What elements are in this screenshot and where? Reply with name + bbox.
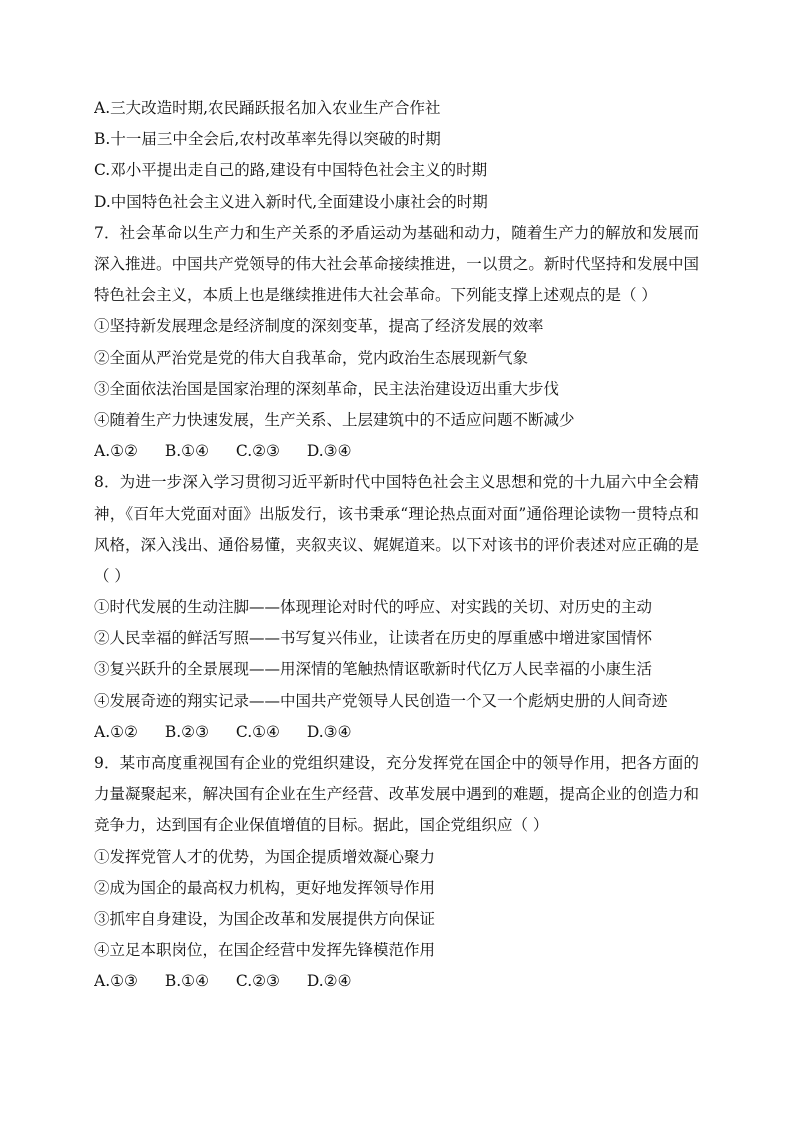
q8-choice-d: D.③④ <box>306 722 352 741</box>
q7-stem: 7．社会革命以生产力和生产关系的矛盾运动为基础和动力，随着生产力的解放和发展而深入推进。中国共产党领导的伟大社会革命接续推进，一以贯之。新时代坚持和发展中国特色社会主义，本质上也是继续推进伟大社会革命。下列能支撑上述观点的是（ ） <box>94 223 699 305</box>
q6-option-d: D.中国特色社会主义进入新时代,全面建设小康社会的时期 <box>94 192 488 211</box>
q6-option-b: B.十一届三中全会后,农村改革率先得以突破的时期 <box>94 130 441 149</box>
q9-choices <box>94 966 699 997</box>
q7-choice-c: C.②③ <box>235 442 280 461</box>
q8-choice-c: C.①④ <box>235 722 280 741</box>
q6-option-c: C.邓小平提出走自己的路,建设有中国特色社会主义的时期 <box>94 161 488 180</box>
q9-stem: 9．某市高度重视国有企业的党组织建设，充分发挥党在国企中的领导作用，把各方面的力量凝聚起来，解决国有企业在生产经营、改革发展中遇到的难题，提高企业的创造力和竞争力，达到国有企业保值增值的目标。据此，国企党组织应（ ） <box>94 754 699 835</box>
q7-item-3: ③全面依法治国是国家治理的深刻革命，民主法治建设迈出重大步伐 <box>94 379 560 398</box>
q9-choice-d: D.②④ <box>306 972 352 991</box>
q7-choices <box>94 436 699 467</box>
q8-item-2: ②人民幸福的鲜活写照——书写复兴伟业，让读者在历史的厚重感中增进家国情怀 <box>94 629 653 648</box>
document-content <box>94 93 699 998</box>
q9-choice-c: C.②③ <box>235 972 280 991</box>
q7-item-4: ④随着生产力快速发展，生产关系、上层建筑中的不适应问题不断减少 <box>94 410 575 429</box>
q7-choice-b: B.①④ <box>164 442 209 461</box>
q9-item-2: ②成为国企的最高权力机构，更好地发挥领导作用 <box>94 878 436 897</box>
q8-choice-b: B.②③ <box>164 722 209 741</box>
q8-item-4: ④发展奇迹的翔实记录——中国共产党领导人民创造一个又一个彪炳史册的人间奇迹 <box>94 691 668 710</box>
q9-item-1: ①发挥党管人才的优势，为国企提质增效凝心聚力 <box>94 847 436 866</box>
q9-item-4: ④立足本职岗位，在国企经营中发挥先锋模范作用 <box>94 941 436 960</box>
q6-option-a: A.三大改造时期,农民踊跃报名加入农业生产合作社 <box>94 99 441 117</box>
q8-item-1: ①时代发展的生动注脚——体现理论对时代的呼应、对实践的关切、对历史的主动 <box>94 598 653 617</box>
q9-choice-a: A.①③ <box>94 972 138 991</box>
q7-item-1: ①坚持新发展理念是经济制度的深刻变革，提高了经济发展的效率 <box>94 317 544 336</box>
q8-choices <box>94 717 699 748</box>
q8-choice-a: A.①② <box>94 722 138 741</box>
q9-item-3: ③抓牢自身建设，为国企改革和发展提供方向保证 <box>94 910 436 929</box>
q9-choice-b: B.①④ <box>164 972 209 991</box>
q8-stem: 8．为进一步深入学习贯彻习近平新时代中国特色社会主义思想和党的十九届六中全会精神，《百年大党面对面》出版发行，该书秉承“理论热点面对面”通俗理论读物一贯特点和风格，深入浅出、通俗易懂，夹叙夹议、娓娓道来。以下对该书的评价表述对应正确的是（ ） <box>94 473 699 585</box>
q7-item-2: ②全面从严治党是党的伟大自我革命，党内政治生态展现新气象 <box>94 348 529 367</box>
q7-choice-d: D.③④ <box>306 442 352 461</box>
q8-item-3: ③复兴跃升的全景展现——用深情的笔触热情讴歌新时代亿万人民幸福的小康生活 <box>94 660 653 679</box>
q7-choice-a: A.①② <box>94 442 138 461</box>
